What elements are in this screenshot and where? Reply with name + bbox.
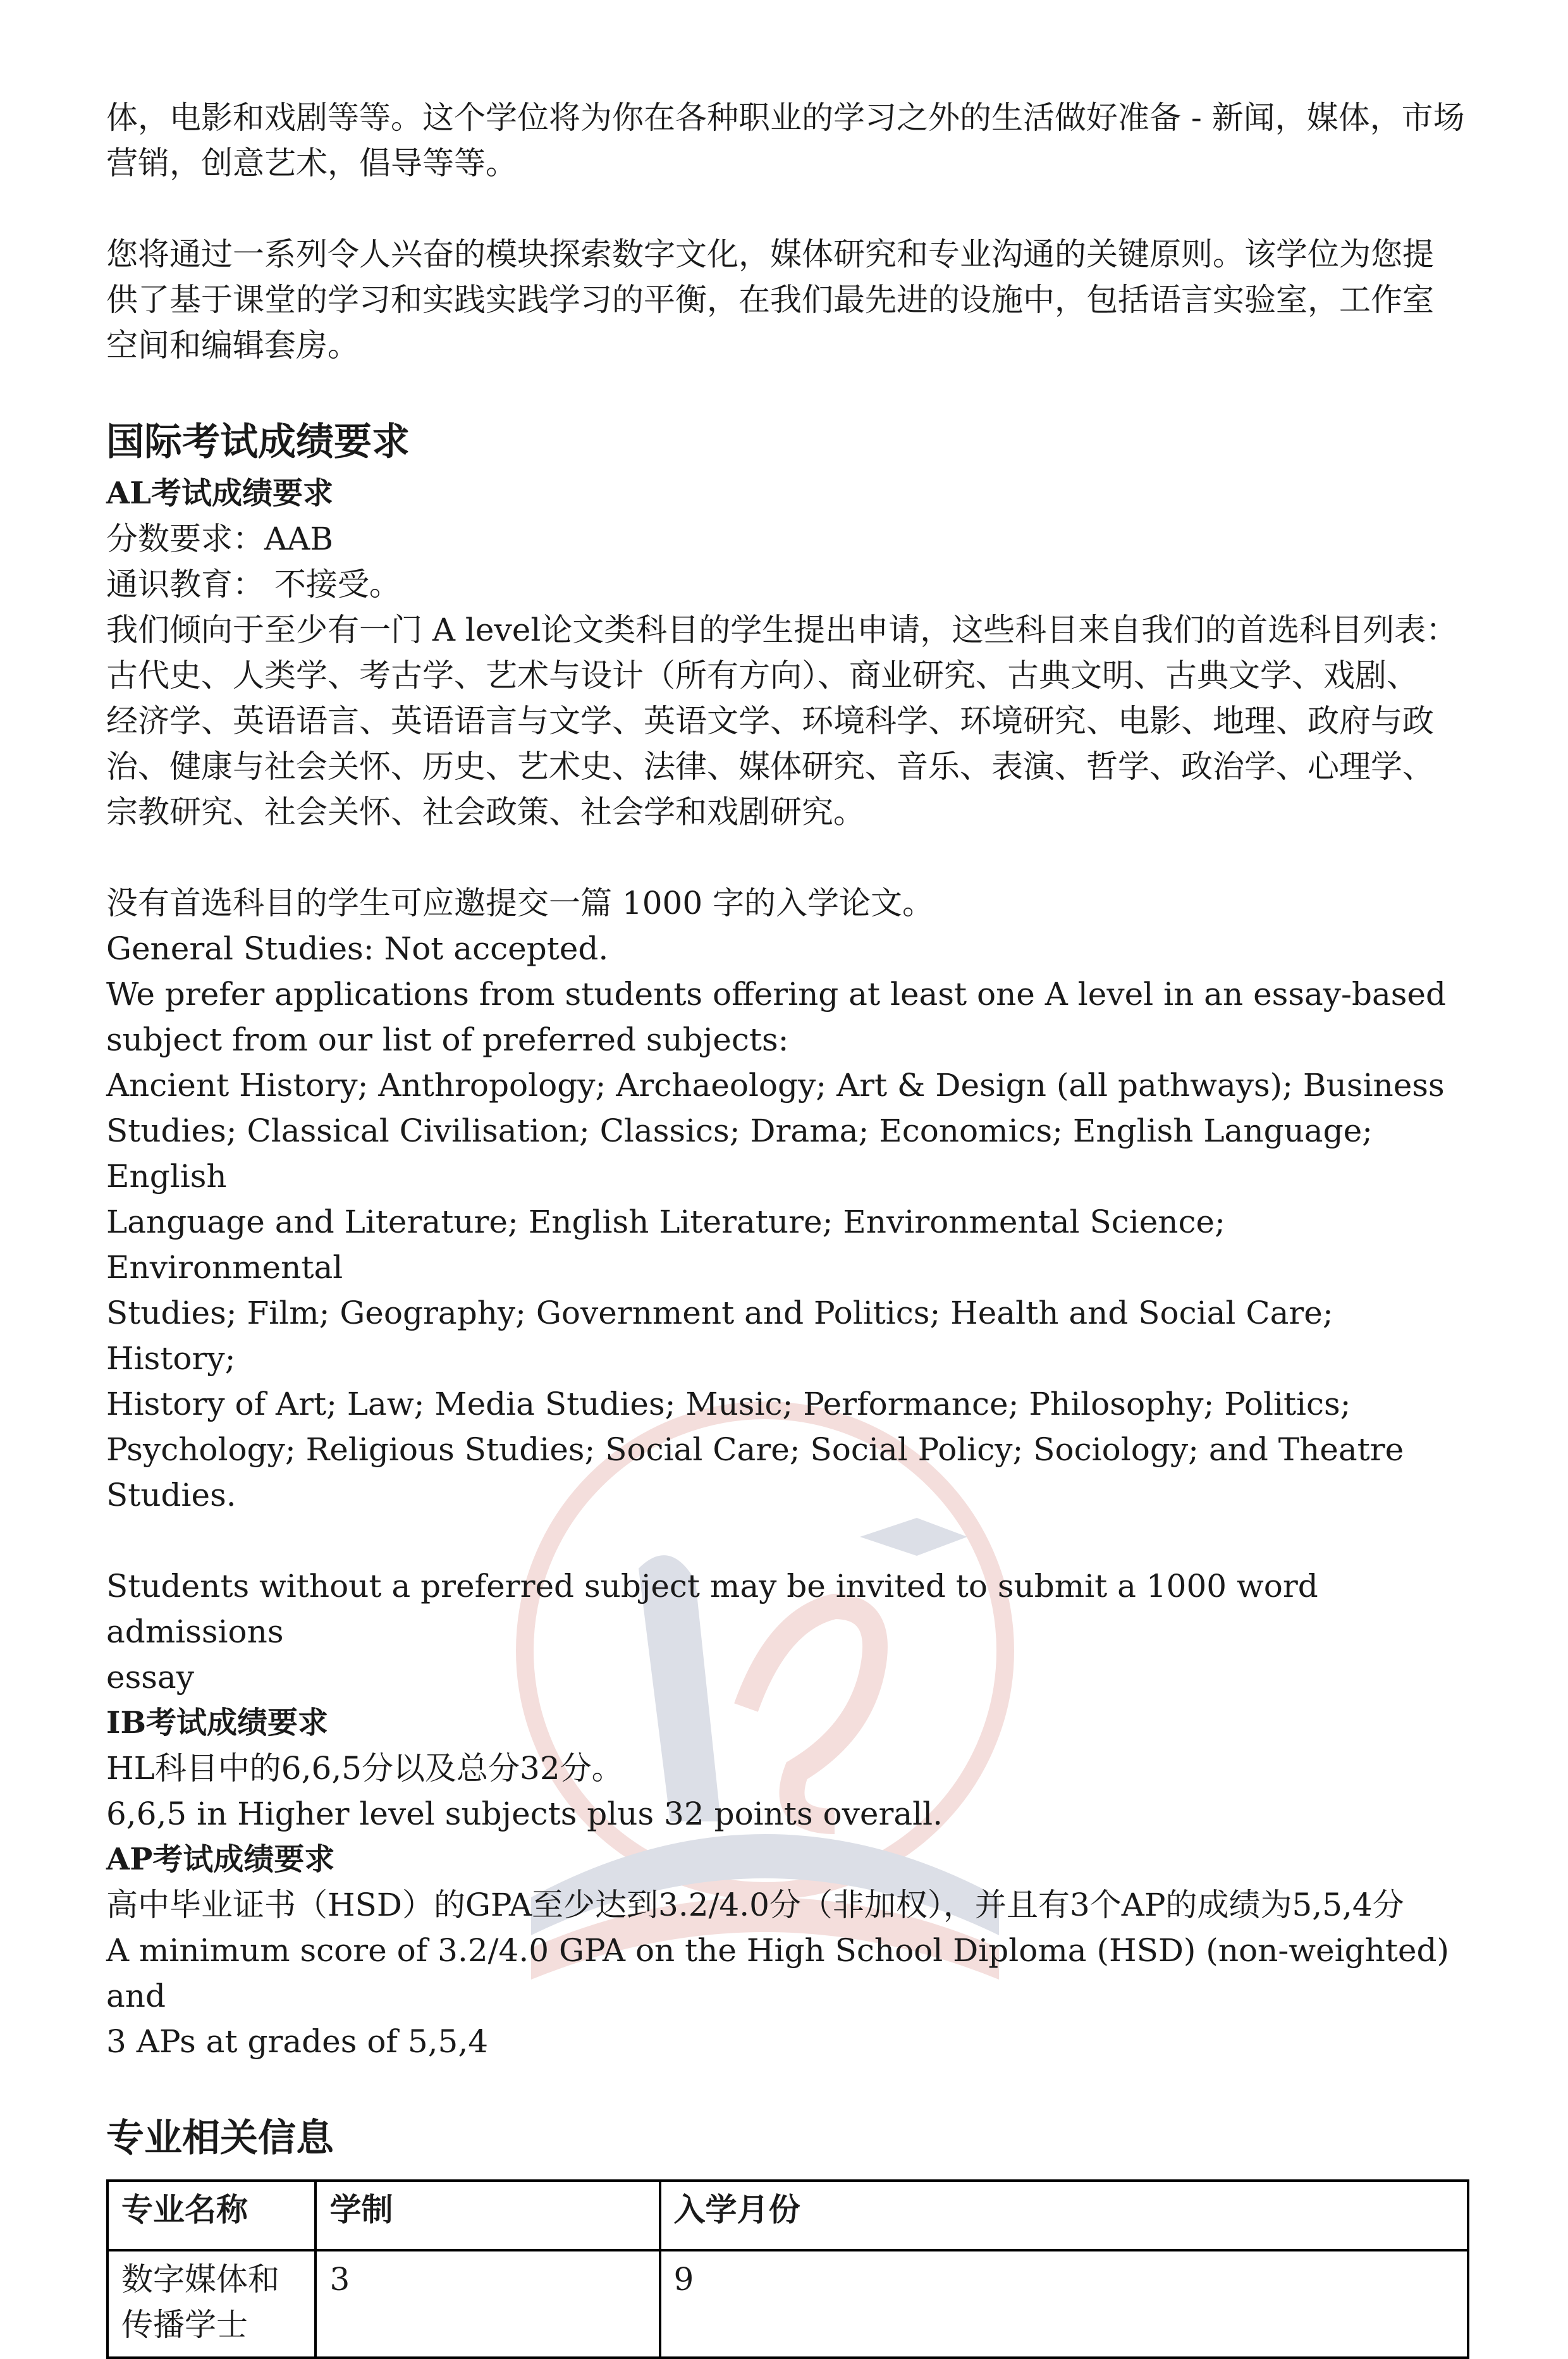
ib-en: 6,6,5 in Higher level subjects plus 32 points overall. bbox=[106, 1795, 943, 1832]
ap-zh: 高中毕业证书（HSD）的GPA至少达到3.2/4.0分（非加权），并且有3个AP的成绩为5,5,4分 bbox=[106, 1887, 1404, 1923]
ap-en: 3 APs at grades of 5,5,4 bbox=[106, 2023, 489, 2060]
al-en-line: Psychology; Religious Studies; Social Care; Social Policy; Sociology; and Theatre Studies. bbox=[106, 1431, 1404, 1513]
program-name-line: 传播学士 bbox=[121, 2307, 248, 2343]
al-en-line: Studies; Film; Geography; Government and Politics; Health and Social Care; History; bbox=[106, 1295, 1333, 1377]
ap-heading: AP考试成绩要求 bbox=[106, 1842, 335, 1877]
cell-program-name bbox=[107, 2250, 315, 2358]
table-header-row bbox=[107, 2181, 1468, 2250]
al-zh-line: 宗教研究、社会关怀、社会政策、社会学和戏剧研究。 bbox=[106, 794, 865, 830]
al-zh-line: 经济学、英语语言、英语语言与文学、英语文学、环境科学、环境研究、电影、地理、政府与政 bbox=[106, 703, 1434, 739]
al-zh-line: 治、健康与社会关怀、历史、艺术史、法律、媒体研究、音乐、表演、哲学、政治学、心理学、 bbox=[106, 748, 1434, 785]
ib-heading: IB考试成绩要求 bbox=[106, 1705, 329, 1740]
program-table bbox=[106, 2179, 1469, 2359]
section-heading-international: 国际考试成绩要求 bbox=[106, 420, 410, 464]
ap-en: A minimum score of 3.2/4.0 GPA on the High School Diploma (HSD) (non-weighted) and bbox=[106, 1932, 1449, 2014]
al-en-line: History of Art; Law; Media Studies; Music; Performance; Philosophy; Politics; bbox=[106, 1386, 1351, 1422]
al-score: 分数要求：AAB bbox=[106, 520, 333, 557]
intro-line: 营销，创意艺术，倡导等等。 bbox=[106, 145, 517, 182]
al-zh-line: 我们倾向于至少有一门 A level论文类科目的学生提出申请，这些科目来自我们的首选科目列表： bbox=[106, 612, 1458, 648]
header-program-name: 专业名称 bbox=[107, 2181, 315, 2250]
al-en-essay: Students without a preferred subject may be invited to submit a 1000 word admissions bbox=[106, 1568, 1318, 1650]
header-duration: 学制 bbox=[315, 2181, 659, 2250]
intro-paragraph-line: 供了基于课堂的学习和实践实践学习的平衡，在我们最先进的设施中，包括语言实验室，工作室 bbox=[106, 281, 1434, 318]
intro-paragraph-line: 您将通过一系列令人兴奋的模块探索数字文化，媒体研究和专业沟通的关键原则。该学位为您提 bbox=[106, 236, 1434, 273]
cell-intake-month: 9 bbox=[660, 2250, 1468, 2358]
document-body bbox=[106, 95, 1466, 2359]
header-intake-month: 入学月份 bbox=[660, 2181, 1468, 2250]
al-en-line: Studies; Classical Civilisation; Classics; Drama; Economics; English Language; English bbox=[106, 1112, 1373, 1195]
cell-duration: 3 bbox=[315, 2250, 659, 2358]
section-heading-program: 专业相关信息 bbox=[106, 2116, 334, 2160]
table-row bbox=[107, 2250, 1468, 2358]
intro-paragraph-line: 空间和编辑套房。 bbox=[106, 327, 359, 364]
al-en-line: subject from our list of preferred subjects: bbox=[106, 1021, 789, 1058]
al-general-studies: 通识教育： 不接受。 bbox=[106, 566, 401, 603]
program-name-line: 数字媒体和 bbox=[121, 2261, 279, 2298]
al-en-line: Ancient History; Anthropology; Archaeology; Art & Design (all pathways); Business bbox=[106, 1067, 1445, 1104]
al-en-essay: essay bbox=[106, 1659, 194, 1696]
al-en-line: Language and Literature; English Literature; Environmental Science; Environmental bbox=[106, 1204, 1225, 1286]
ib-zh: HL科目中的6,6,5分以及总分32分。 bbox=[106, 1750, 623, 1787]
al-zh-essay: 没有首选科目的学生可应邀提交一篇 1000 字的入学论文。 bbox=[106, 885, 934, 921]
al-heading: AL考试成绩要求 bbox=[106, 476, 333, 511]
intro-line: 体，电影和戏剧等等。这个学位将为你在各种职业的学习之外的生活做好准备 - 新闻，媒体，市场 bbox=[106, 99, 1465, 136]
al-zh-line: 古代史、人类学、考古学、艺术与设计（所有方向）、商业研究、古典文明、古典文学、戏剧、 bbox=[106, 657, 1418, 694]
al-en-line: General Studies: Not accepted. bbox=[106, 930, 609, 967]
al-en-line: We prefer applications from students offering at least one A level in an essay-based bbox=[106, 976, 1447, 1013]
